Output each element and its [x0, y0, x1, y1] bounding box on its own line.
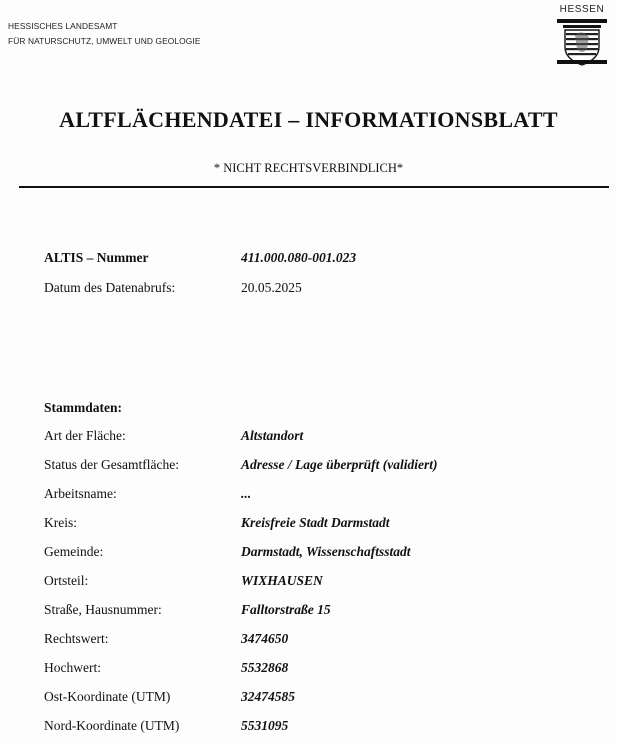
agency-line-1: HESSISCHES LANDESAMT	[8, 21, 118, 31]
row-label-gemeinde: Gemeinde:	[44, 544, 104, 559]
row-value-kreis: Kreisfreie Stadt Darmstadt	[241, 515, 390, 530]
row-value-strasse: Falltorstraße 15	[241, 602, 331, 617]
agency-name	[8, 18, 201, 49]
divider	[19, 186, 609, 188]
date-label: Datum des Datenabrufs:	[44, 280, 176, 295]
altis-value: 411.000.080-001.023	[241, 250, 357, 265]
row-label-art: Art der Fläche:	[44, 428, 126, 443]
row-value-ost-utm: 32474585	[241, 689, 295, 704]
row-value-rechtswert: 3474650	[241, 631, 289, 646]
row-value-art: Altstandort	[241, 428, 304, 443]
state-logo	[553, 4, 611, 69]
row-label-nord-utm: Nord-Koordinate (UTM)	[44, 718, 180, 733]
row-value-gemeinde: Darmstadt, Wissenschaftsstadt	[241, 544, 411, 559]
row-value-hochwert: 5532868	[241, 660, 289, 675]
row-label-hochwert: Hochwert:	[44, 660, 101, 675]
stammdaten-heading: Stammdaten:	[44, 400, 122, 415]
agency-line-2: FÜR NATURSCHUTZ, UMWELT UND GEOLOGIE	[8, 36, 201, 46]
row-value-status: Adresse / Lage überprüft (validiert)	[241, 457, 438, 472]
page-title: ALTFLÄCHENDATEI – INFORMATIONSBLATT	[59, 107, 558, 132]
row-label-arbeitsname: Arbeitsname:	[44, 486, 117, 501]
state-label: HESSEN	[559, 4, 605, 15]
row-label-rechtswert: Rechtswert:	[44, 631, 109, 646]
row-label-status: Status der Gesamtfläche:	[44, 457, 179, 472]
row-value-nord-utm: 5531095	[241, 718, 289, 733]
date-value: 20.05.2025	[241, 280, 302, 295]
row-label-kreis: Kreis:	[44, 515, 77, 530]
row-value-ortsteil: WIXHAUSEN	[241, 573, 323, 588]
row-label-ost-utm: Ost-Koordinate (UTM)	[44, 689, 171, 704]
row-value-arbeitsname: ...	[241, 486, 252, 501]
hessen-coat-of-arms-icon	[557, 17, 607, 69]
altis-label: ALTIS – Nummer	[44, 250, 149, 265]
row-label-ortsteil: Ortsteil:	[44, 573, 89, 588]
disclaimer: * NICHT RECHTSVERBINDLICH*	[213, 161, 404, 175]
row-label-strasse: Straße, Hausnummer:	[44, 602, 162, 617]
